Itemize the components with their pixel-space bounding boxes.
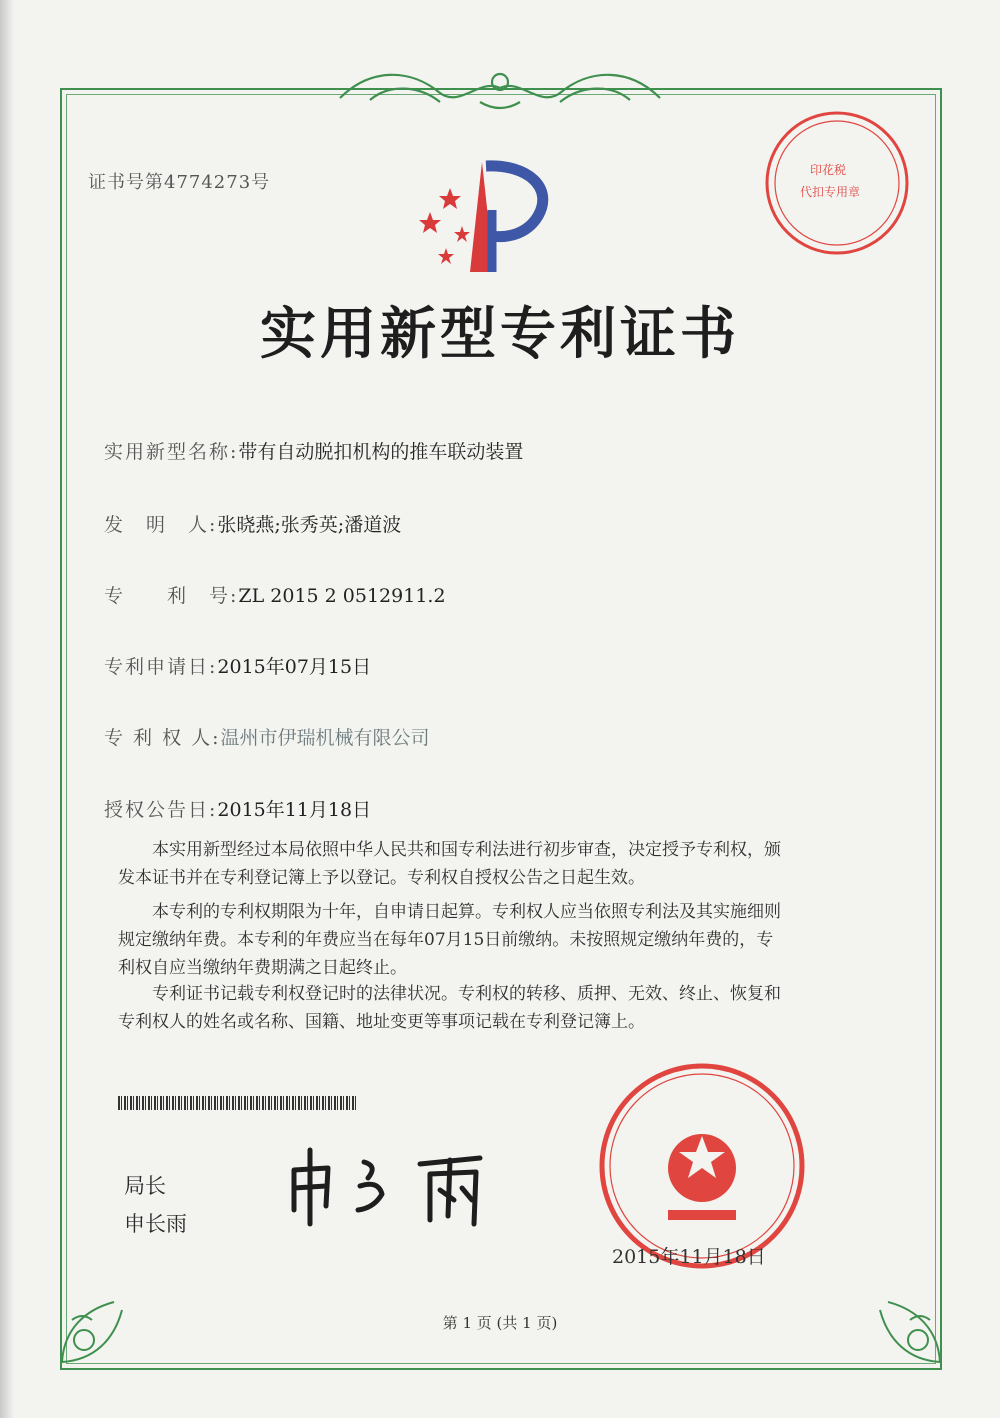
patent-office-logo-icon [408,150,558,280]
issue-date: 2015年11月18日 [612,1246,766,1268]
field-label: 发 明 人: [104,514,218,536]
field-label: 专利申请日: [104,656,218,678]
certificate-title: 实用新型专利证书 [260,302,740,367]
tax-seal-center-line1: 印花税 [810,163,847,177]
paragraph-line: 专利证书记载专利权登记时的法律状况。专利权的转移、质押、无效、终止、恢复和 [152,984,781,1004]
field-application-date [104,652,371,679]
field-label: 实用新型名称: [104,441,239,463]
top-ornament-icon [330,58,670,118]
director-title: 局长 [124,1174,166,1198]
field-value: 带有自动脱扣机构的推车联动装置 [238,441,524,463]
certificate-number: 证书号第4774273号 [88,172,271,193]
paragraph-line: 发本证书并在专利登记簿上予以登记。专利权自授权公告之日起生效。 [118,868,645,888]
tax-seal-center-line2: 代扣专用章 [800,185,861,199]
handwritten-signature-icon [280,1140,520,1230]
field-value: 2015年11月18日 [217,799,372,821]
paragraph-line: 本专利的专利权期限为十年，自申请日起算。专利权人应当依照专利法及其实施细则 [152,902,781,922]
paragraph-line: 利权自应当缴纳年费期满之日起终止。 [118,958,407,978]
director-name: 申长雨 [124,1212,187,1236]
page-number: 第 1 页 (共 1 页) [442,1314,558,1332]
field-value: 张晓燕;张秀英;潘道波 [217,514,402,536]
field-patentee [104,723,430,750]
paragraph-grant-statement [118,836,846,892]
tax-stamp-seal-icon [762,108,912,258]
field-value: 温州市伊瑞机械有限公司 [220,727,430,749]
field-label: 专 利 号: [104,585,239,607]
barcode [118,1096,358,1110]
patent-office-seal-icon [596,1060,808,1272]
field-inventors [104,510,401,537]
field-grant-date [104,795,371,822]
field-label: 专 利 权 人: [104,727,221,749]
paragraph-legal-status [118,980,846,1036]
page-edge-shadow [0,0,14,1418]
paragraph-term-statement [118,898,846,982]
field-value: 2015年07月15日 [217,656,372,678]
field-utility-model-name [104,437,523,464]
field-patent-number [104,581,446,608]
paragraph-line: 专利权人的姓名或名称、国籍、地址变更等事项记载在专利登记簿上。 [118,1012,645,1032]
paragraph-line: 本实用新型经过本局依照中华人民共和国专利法进行初步审查，决定授予专利权，颁 [152,840,781,860]
field-value: ZL 2015 2 0512911.2 [238,585,446,607]
field-label: 授权公告日: [104,799,218,821]
paragraph-line: 规定缴纳年费。本专利的年费应当在每年07月15日前缴纳。未按照规定缴纳年费的，专 [118,930,774,950]
